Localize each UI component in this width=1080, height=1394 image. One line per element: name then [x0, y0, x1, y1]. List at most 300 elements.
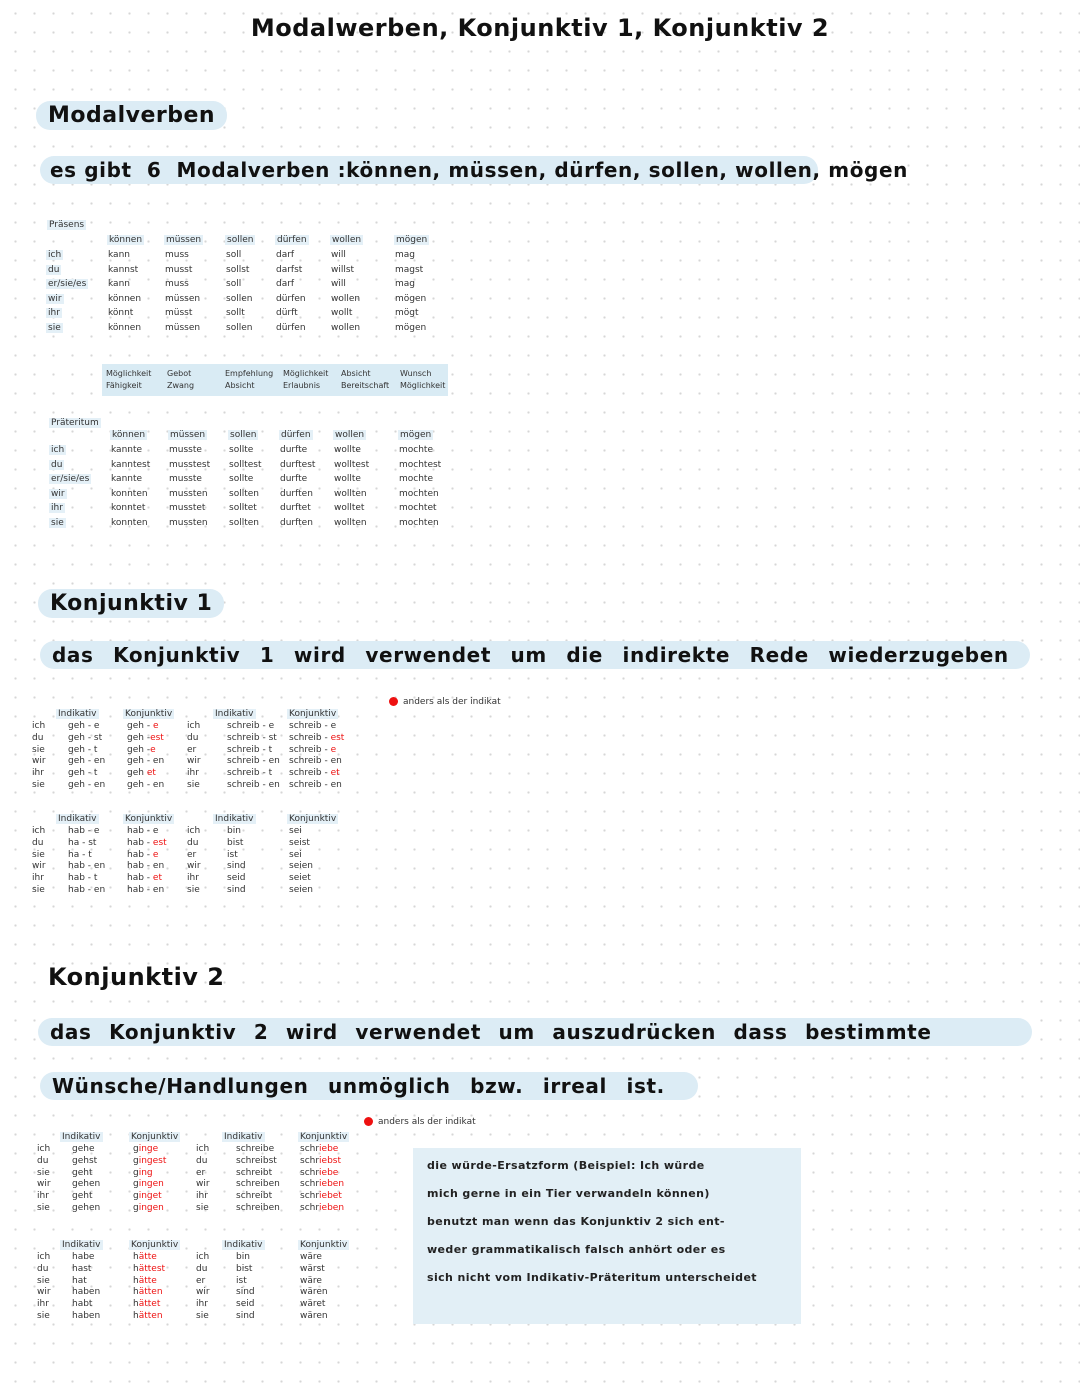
conjugation-cell: wolltest — [334, 459, 370, 470]
conjugation-cell: können — [108, 293, 142, 304]
pronoun: er — [187, 849, 197, 860]
konjunktiv-header: Konjunktiv — [289, 709, 337, 719]
pronoun: ihr — [32, 768, 44, 779]
pronoun: du — [48, 264, 60, 275]
meaning-label: Erlaubnis — [283, 381, 321, 390]
gehen-indikativ: geh - t — [68, 768, 98, 779]
schreiben-indikativ: schreibt — [236, 1167, 273, 1178]
konj-ending: iebe — [319, 1167, 339, 1178]
intro-list: :können, müssen, dürfen, sollen, wollen, mögen — [337, 158, 908, 182]
verb-header: wollen — [332, 235, 362, 245]
pronoun: wir — [187, 861, 201, 872]
verb-header: dürfen — [281, 430, 311, 440]
konj-ending: est — [150, 732, 164, 743]
schreiben-konjunktiv — [289, 721, 344, 733]
conjugation-cell: musstest — [169, 459, 211, 470]
praeteritum-label: Präteritum — [51, 418, 99, 428]
haben-konjunktiv — [127, 885, 167, 897]
pronoun: du — [187, 732, 199, 743]
pronoun-column — [196, 1252, 210, 1323]
indikativ-header: Indikativ — [224, 1240, 263, 1250]
conjugation-cell: durften — [280, 488, 313, 499]
haben-indikativ: hast — [72, 1263, 92, 1274]
conjugation-cell: sollte — [229, 474, 254, 485]
conjugation-cell: wollen — [331, 293, 361, 304]
pronoun: wir — [32, 861, 46, 872]
haben-konjunktiv — [127, 873, 167, 885]
conjugation-cell: durften — [280, 518, 313, 528]
haben-indikativ: haben — [72, 1287, 101, 1298]
sein-konjunktiv: seien — [289, 861, 313, 872]
pronoun: ich — [37, 1252, 51, 1262]
sein-konjunktiv: sei — [289, 826, 302, 836]
gehen-konjunktiv — [127, 733, 164, 745]
konjunktiv-header: Konjunktiv — [131, 1240, 179, 1250]
conjugation-cell: mochten — [399, 518, 439, 528]
conjugation-cell: müssen — [165, 293, 201, 304]
modalverben-heading: Modalverben — [36, 101, 227, 130]
konj-stem: hab - — [127, 873, 153, 884]
meaning-label: Zwang — [167, 381, 195, 390]
conjugation-cell: kannte — [111, 445, 143, 455]
conjugation-cell: sollt — [226, 308, 245, 319]
konj-stem: schreib - en — [289, 779, 342, 790]
pronoun: du — [32, 732, 44, 743]
konj-ending: e — [150, 744, 156, 755]
k1-legend-text: anders als der indikat — [403, 697, 501, 707]
konj-ending: ingen — [138, 1202, 164, 1213]
pronoun: wir — [32, 756, 46, 767]
gehen-konjunktiv — [127, 745, 164, 757]
gehen-konjunktiv — [127, 780, 164, 792]
k1-heading: Konjunktiv 1 — [38, 589, 224, 618]
pronoun: er — [196, 1275, 206, 1286]
konj-stem: schreib - e — [289, 721, 337, 731]
sein-konjunktiv: wären — [300, 1310, 328, 1321]
pronoun: ihr — [37, 1191, 49, 1202]
sein-indikativ: bist — [236, 1263, 253, 1274]
gehen-indikativ: gehen — [72, 1179, 101, 1190]
verb-header: sollen — [230, 430, 257, 440]
meaning-label: Gebot — [167, 369, 192, 378]
sein-indikativ-column — [227, 826, 246, 897]
haben-konjunktiv — [133, 1311, 165, 1323]
konj-stem: hab - en — [127, 884, 165, 895]
sein-konjunktiv-column — [289, 826, 313, 897]
haben-konjunktiv-column — [133, 1252, 165, 1323]
intro-count: 6 — [146, 158, 162, 182]
schreiben-indikativ: schreibst — [236, 1155, 277, 1166]
pronoun: sie — [37, 1167, 50, 1178]
gehen-indikativ: geh - en — [68, 779, 106, 790]
conjugation-cell: darf — [276, 250, 295, 260]
pronoun: ich — [37, 1144, 51, 1154]
conjugation-cell: sollten — [229, 518, 259, 528]
gehen-konjunktiv — [127, 768, 164, 780]
red-dot-icon — [364, 1117, 373, 1126]
conjugation-cell: musstet — [169, 503, 206, 514]
gehen-konjunktiv — [133, 1191, 166, 1203]
gehen-konjunktiv — [133, 1156, 166, 1168]
konj-stem: geh - en — [127, 756, 165, 767]
konj-stem: hab - — [127, 837, 153, 848]
konj-stem: g — [133, 1144, 139, 1154]
konj-ending: e — [330, 744, 337, 755]
pronoun: ihr — [196, 1191, 208, 1202]
k1-sentence: das Konjunktiv 1 wird verwendet um die indirekte Rede wiederzugeben — [40, 641, 1030, 669]
gehen-konjunktiv — [133, 1144, 166, 1156]
conjugation-cell: dürfen — [276, 323, 306, 333]
pronoun: wir — [187, 756, 201, 767]
schreiben-konjunktiv — [289, 756, 344, 768]
konjunktiv-header: Konjunktiv — [131, 1132, 179, 1142]
conjugation-cell: dürft — [276, 308, 298, 319]
sein-indikativ-column — [236, 1252, 255, 1323]
konj-stem: schr — [300, 1155, 320, 1166]
konj-ending: et — [152, 873, 162, 884]
sein-konjunktiv: seiet — [289, 873, 311, 884]
konj-ending: et — [330, 768, 340, 779]
sein-indikativ: seid — [227, 873, 246, 884]
gehen-indikativ: geht — [72, 1167, 93, 1178]
conjugation-cell: mochtest — [399, 459, 442, 470]
haben-konjunktiv — [127, 850, 167, 862]
konj-ending: iebst — [319, 1155, 342, 1166]
modalverben-intro — [40, 156, 908, 184]
verb-header: sollen — [227, 235, 254, 245]
pronoun-column — [32, 826, 46, 897]
konj-ending: ätte — [138, 1275, 157, 1286]
konj-ending: ättest — [138, 1263, 166, 1274]
note-line: die würde-Ersatzform (Beispiel: Ich würde — [427, 1159, 705, 1172]
konj-ending: ätte — [138, 1252, 157, 1262]
pronoun: sie — [32, 884, 45, 895]
pronoun: du — [187, 837, 199, 848]
konj-ending: ätten — [138, 1310, 163, 1321]
konj-ending: est — [330, 732, 345, 743]
conjugation-cell: solltest — [229, 459, 262, 470]
conjugation-cell: kanntest — [111, 459, 151, 470]
pronoun: ich — [32, 826, 46, 836]
note-line: weder grammatikalisch falsch anhört oder es — [427, 1243, 726, 1256]
conjugation-cell: sollten — [229, 488, 259, 499]
meaning-label: Möglichkeit — [283, 369, 329, 378]
sein-indikativ: sind — [227, 884, 246, 895]
conjugation-cell: kannte — [111, 474, 143, 485]
konj-stem: hab - en — [127, 861, 165, 872]
k2-legend — [364, 1117, 476, 1127]
meaning-label: Möglichkeit — [106, 369, 152, 378]
conjugation-cell: wolltet — [334, 503, 365, 514]
sein-konjunktiv: wären — [300, 1287, 328, 1298]
conjugation-cell: solltet — [229, 503, 257, 514]
conjugation-cell: sollen — [226, 293, 253, 304]
conjugation-cell: konnten — [111, 518, 148, 528]
konj-ending: e — [152, 721, 159, 731]
pronoun: sie — [187, 884, 200, 895]
intro-prefix: es gibt — [50, 158, 132, 182]
conjugation-cell: mag — [395, 250, 415, 260]
konj-ending: iebet — [319, 1191, 342, 1202]
conjugation-cell: mochten — [399, 488, 439, 499]
pronoun: ihr — [187, 873, 199, 884]
indikativ-header: Indikativ — [224, 1132, 263, 1142]
pronoun: ihr — [48, 308, 60, 319]
schreiben-konjunktiv-column — [289, 721, 344, 792]
conjugation-cell: durftet — [280, 503, 311, 514]
schreiben-indikativ-column — [236, 1144, 280, 1215]
haben-konjunktiv — [133, 1252, 165, 1264]
conjugation-cell: darf — [276, 279, 295, 290]
indikativ-header: Indikativ — [62, 1132, 101, 1142]
konj-stem: geh — [127, 768, 147, 779]
konj-stem: schr — [300, 1191, 320, 1202]
verb-header: mögen — [400, 430, 432, 440]
haben-konjunktiv-column — [127, 826, 167, 897]
conjugation-cell: mögen — [395, 293, 427, 304]
pronoun: wir — [48, 293, 62, 304]
pronoun: du — [32, 837, 44, 848]
pronoun-column — [196, 1144, 210, 1215]
conjugation-cell: mussten — [169, 488, 208, 499]
konj-stem: h — [133, 1287, 139, 1298]
pronoun-column — [37, 1252, 51, 1323]
konjunktiv-header: Konjunktiv — [125, 814, 173, 824]
gehen-konjunktiv — [133, 1203, 166, 1215]
conjugation-cell: muss — [165, 250, 189, 260]
gehen-indikativ: gehe — [72, 1144, 95, 1154]
konj-stem: schreib - — [289, 768, 331, 779]
conjugation-cell: kann — [108, 250, 130, 260]
konj-stem: h — [133, 1263, 139, 1274]
sein-indikativ: seid — [236, 1299, 255, 1310]
pronoun-column — [32, 721, 46, 792]
conjugation-cell: darfst — [276, 264, 303, 275]
haben-indikativ: hab - e — [68, 826, 100, 836]
konj-stem: geh - — [127, 744, 151, 755]
pronoun: du — [37, 1263, 49, 1274]
pronoun: er/sie/es — [51, 474, 90, 485]
verb-header: müssen — [166, 235, 202, 245]
haben-konjunktiv — [127, 838, 167, 850]
schreiben-indikativ: schreib - t — [227, 768, 273, 779]
pronoun: wir — [196, 1179, 210, 1190]
gehen-indikativ: gehst — [72, 1155, 98, 1166]
pronoun: ihr — [51, 503, 63, 514]
conjugation-cell: müsst — [165, 308, 193, 319]
sein-konjunktiv: wärst — [300, 1263, 325, 1274]
konj-ending: ätten — [138, 1287, 163, 1298]
conjugation-cell: willst — [331, 264, 355, 275]
pronoun-column — [37, 1144, 51, 1215]
pronoun: ihr — [37, 1299, 49, 1310]
conjugation-cell: soll — [226, 250, 242, 260]
conjugation-cell: mussten — [169, 518, 208, 528]
pronoun: wir — [37, 1287, 51, 1298]
pronoun: er — [196, 1167, 206, 1178]
sein-indikativ: ist — [236, 1275, 247, 1286]
gehen-indikativ: geh - e — [68, 721, 100, 731]
schreiben-konjunktiv — [289, 768, 344, 780]
haben-konjunktiv — [133, 1287, 165, 1299]
sein-konjunktiv: wäret — [300, 1299, 326, 1310]
haben-indikativ: ha - t — [68, 849, 92, 860]
meaning-label: Möglichkeit — [400, 381, 446, 390]
conjugation-cell: mögt — [395, 308, 419, 319]
k2-line2: Wünsche/Handlungen unmöglich bzw. irreal ist. — [40, 1072, 698, 1100]
konj-ending: inge — [138, 1144, 159, 1154]
pronoun: sie — [196, 1310, 209, 1321]
conjugation-cell: will — [331, 279, 346, 290]
meaning-label: Bereitschaft — [341, 381, 390, 390]
schreiben-konjunktiv — [300, 1156, 344, 1168]
conjugation-cell: durfte — [280, 474, 308, 485]
konj-stem: h — [133, 1275, 139, 1286]
schreiben-indikativ: schreib - t — [227, 744, 273, 755]
meanings-box — [102, 364, 448, 396]
note-line: mich gerne in ein Tier verwandeln können) — [427, 1187, 710, 1200]
sein-konjunktiv: seist — [289, 837, 310, 848]
konj-stem: g — [133, 1191, 139, 1202]
konj-stem: hab - — [127, 849, 153, 860]
pronoun-column — [187, 826, 201, 897]
konj-ending: iebe — [319, 1144, 339, 1154]
konj-stem: g — [133, 1179, 139, 1190]
pronoun: er — [187, 744, 197, 755]
schreiben-konjunktiv — [289, 733, 344, 745]
sein-indikativ: ist — [227, 849, 238, 860]
konj-ending: ieben — [319, 1202, 345, 1213]
pronoun: sie — [32, 779, 45, 790]
gehen-indikativ: geh - st — [68, 732, 103, 743]
sein-konjunktiv-column — [300, 1252, 328, 1323]
pronoun: du — [196, 1263, 208, 1274]
konj-ending: inget — [138, 1191, 162, 1202]
schreiben-konjunktiv — [300, 1191, 344, 1203]
conjugation-cell: musst — [165, 264, 193, 275]
verb-header: wollen — [335, 430, 365, 440]
konjunktiv-header: Konjunktiv — [300, 1132, 348, 1142]
red-dot-icon — [389, 697, 398, 706]
pronoun: sie — [32, 744, 45, 755]
konj-stem: schreib - en — [289, 756, 342, 767]
indikativ-header: Indikativ — [215, 709, 254, 719]
conjugation-cell: kann — [108, 279, 130, 290]
conjugation-cell: sollen — [226, 323, 253, 333]
schreiben-indikativ-column — [227, 721, 280, 792]
indikativ-header: Indikativ — [215, 814, 254, 824]
haben-indikativ: haben — [72, 1310, 101, 1321]
sein-indikativ: bist — [227, 837, 244, 848]
indikativ-header: Indikativ — [58, 814, 97, 824]
gehen-konjunktiv — [133, 1168, 166, 1180]
konj-ending: e — [152, 849, 159, 860]
pronoun: ich — [48, 250, 62, 260]
pronoun: ich — [196, 1144, 210, 1154]
verb-header: können — [112, 430, 146, 440]
schreiben-indikativ: schreib - en — [227, 779, 280, 790]
pronoun: sie — [32, 849, 45, 860]
conjugation-cell: sollte — [229, 445, 254, 455]
conjugation-cell: magst — [395, 264, 424, 275]
gehen-konjunktiv — [127, 756, 164, 768]
konj-stem: schr — [300, 1167, 320, 1178]
conjugation-cell: mochte — [399, 445, 433, 455]
konj-ending: ing — [138, 1167, 153, 1178]
haben-indikativ: hat — [72, 1275, 87, 1286]
conjugation-cell: wollen — [331, 323, 361, 333]
conjugation-cell: könnt — [108, 308, 134, 319]
pronoun: sie — [37, 1275, 50, 1286]
haben-indikativ-column — [68, 826, 105, 897]
conjugation-cell: muss — [165, 279, 189, 290]
pronoun: du — [196, 1155, 208, 1166]
pronoun: ich — [187, 721, 201, 731]
conjugation-cell: dürfen — [276, 293, 306, 304]
konj-stem: hab - e — [127, 826, 159, 836]
schreiben-konjunktiv — [289, 745, 344, 757]
schreiben-indikativ: schreib - en — [227, 756, 280, 767]
haben-indikativ-column — [72, 1252, 100, 1323]
konj-ending: est — [152, 837, 167, 848]
sein-indikativ: sind — [227, 861, 246, 872]
konj-stem: h — [133, 1252, 139, 1262]
conjugation-cell: kannst — [108, 264, 139, 275]
schreiben-indikativ: schreiben — [236, 1202, 280, 1213]
gehen-konjunktiv — [127, 721, 164, 733]
haben-indikativ: hab - en — [68, 884, 106, 895]
k1-legend — [389, 697, 501, 707]
schreiben-konjunktiv — [300, 1203, 344, 1215]
konj-stem: h — [133, 1310, 139, 1321]
conjugation-cell: mochtet — [399, 503, 437, 514]
haben-konjunktiv — [133, 1299, 165, 1311]
conjugation-cell: musste — [169, 474, 202, 485]
conjugation-cell: will — [331, 250, 346, 260]
note-line: sich nicht vom Indikativ-Präteritum unterscheidet — [427, 1271, 757, 1284]
gehen-indikativ-column — [68, 721, 105, 792]
pronoun: ihr — [32, 873, 44, 884]
pronoun: du — [37, 1155, 49, 1166]
conjugation-cell: konntet — [111, 503, 146, 514]
conjugation-cell: mag — [395, 279, 415, 290]
k2-legend-text: anders als der indikat — [378, 1117, 476, 1127]
pronoun: ich — [51, 445, 65, 455]
meaning-label: Absicht — [225, 381, 255, 390]
conjugation-cell: durftest — [280, 459, 316, 470]
konj-stem: g — [133, 1167, 139, 1178]
k2-heading: Konjunktiv 2 — [48, 963, 225, 991]
schreiben-konjunktiv-column — [300, 1144, 344, 1215]
conjugation-cell: müssen — [165, 323, 201, 333]
gehen-indikativ-column — [72, 1144, 100, 1215]
page-title: Modalwerben, Konjunktiv 1, Konjunktiv 2 — [250, 14, 830, 42]
conjugation-cell: mochte — [399, 474, 433, 485]
schreiben-konjunktiv — [300, 1168, 344, 1180]
conjugation-cell: konnten — [111, 488, 148, 499]
sein-indikativ: sind — [236, 1310, 255, 1321]
konjunktiv-header: Konjunktiv — [300, 1240, 348, 1250]
sein-indikativ: bin — [227, 826, 241, 836]
pronoun: wir — [51, 488, 65, 499]
schreiben-indikativ: schreib - st — [227, 732, 277, 743]
schreiben-konjunktiv — [289, 780, 344, 792]
sein-indikativ: bin — [236, 1252, 250, 1262]
conjugation-cell: wollte — [334, 474, 361, 485]
verb-header: mögen — [396, 235, 428, 245]
gehen-indikativ: gehen — [72, 1202, 101, 1213]
schreiben-indikativ: schreib - e — [227, 721, 275, 731]
